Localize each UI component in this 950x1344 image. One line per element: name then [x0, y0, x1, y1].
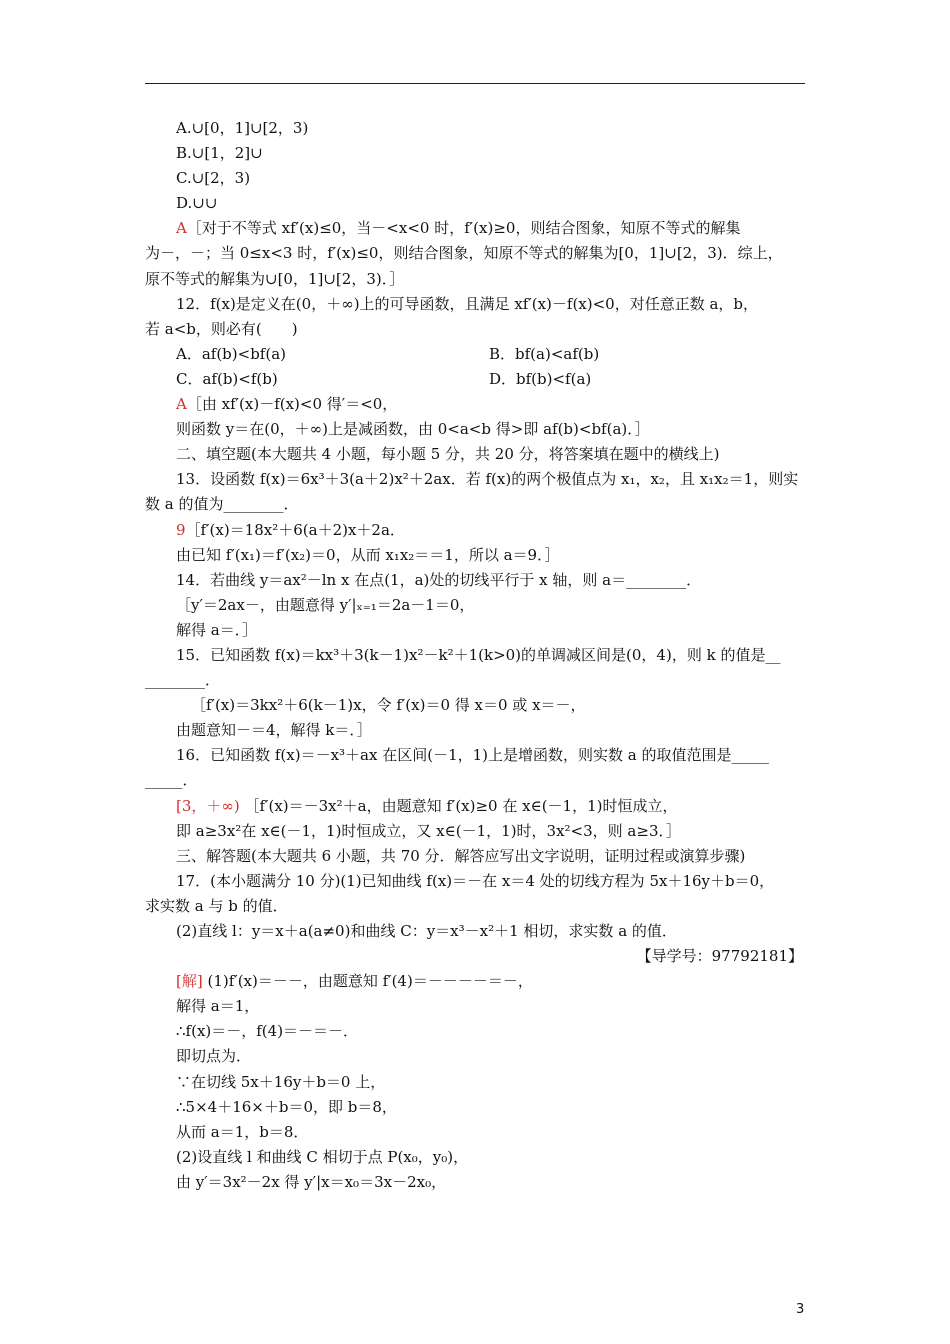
text-line	[145, 994, 807, 1019]
text-line	[145, 693, 807, 718]
text-line	[145, 593, 807, 618]
line-text: 为－，－；当 0≤x<3 时，f′(x)≤0，则结合图象，知原不等式的解集为[0，1]∪[2，3)．综上，	[145, 244, 783, 263]
text-line	[145, 819, 807, 844]
line-text: (1)f′(x)＝－－，由题意知 f′(4)＝－－－－＝－，	[202, 972, 533, 991]
line-text: 三、解答题(本大题共 6 小题，共 70 分．解答应写出文字说明，证明过程或演算步骤)	[176, 846, 746, 865]
line-text: C.∪[2，3)	[176, 169, 251, 188]
choice-option: D．bf(b)<f(a)	[489, 369, 592, 388]
line-text: 17．(本小题满分 10 分)(1)已知曲线 f(x)＝－在 x＝4 处的切线方程为 5x＋16y＋b＝0，	[176, 871, 775, 890]
text-line	[145, 317, 807, 342]
line-text: ∴f(x)＝－，f(4)＝－＝－．	[176, 1022, 359, 1041]
text-line	[145, 216, 807, 241]
line-text: 由 y′＝3x²－2x 得 y′|x＝x₀＝3x－2x₀，	[176, 1172, 447, 1191]
text-line	[145, 844, 807, 869]
answer-tag: [解]	[176, 972, 203, 991]
text-line	[145, 743, 807, 768]
line-text: 解得 a＝．］	[176, 620, 258, 639]
text-line	[145, 518, 807, 543]
line-text: 即切点为．	[176, 1047, 252, 1066]
line-text: 14．若曲线 y＝ax²－ln x 在点(1，a)处的切线平行于 x 轴，则 a＝________．	[176, 570, 702, 589]
text-line	[145, 492, 807, 517]
line-text: ［f′(x)＝3kx²＋6(k－1)x，令 f′(x)＝0 得 x＝0 或 x＝－，	[191, 696, 586, 715]
text-line	[145, 166, 807, 191]
line-text: 【导学号：97792181】	[636, 947, 803, 966]
text-line	[145, 768, 807, 793]
text-line	[145, 241, 807, 266]
line-text: 解得 a＝1，	[176, 997, 260, 1016]
line-text: 从而 a＝1，b＝8．	[176, 1122, 309, 1141]
line-text: 数 a 的值为________．	[145, 495, 299, 514]
answer-tag: A	[176, 395, 187, 414]
choice-option: C．af(b)<f(b)	[176, 369, 278, 388]
text-line	[145, 869, 807, 894]
text-line	[145, 568, 807, 593]
text-line	[145, 141, 807, 166]
answer-tag: 9	[176, 520, 186, 539]
line-text: 16．已知函数 f(x)＝－x³＋ax 在区间(－1，1)上是增函数，则实数 a 的取值范围是_____	[176, 746, 769, 765]
text-line	[145, 417, 807, 442]
text-line	[145, 292, 807, 317]
text-line	[145, 1044, 807, 1069]
page-number: 3	[796, 1302, 805, 1317]
line-text: A.∪[0，1]∪[2，3)	[176, 119, 309, 137]
text-line	[145, 1070, 807, 1095]
text-line	[145, 267, 807, 292]
line-text: 由题意知－＝4，解得 k＝．］	[176, 721, 372, 740]
line-text: 12．f(x)是定义在(0，＋∞)上的可导函数，且满足 xf′(x)－f(x)<0，对任意正数 a，b，	[176, 294, 759, 313]
choice-row	[145, 367, 807, 392]
text-line	[145, 1170, 807, 1195]
text-line	[145, 392, 807, 417]
answer-tag: A	[176, 219, 187, 238]
line-text: 求实数 a 与 b 的值．	[145, 896, 288, 915]
line-text: ________．	[145, 671, 221, 690]
text-line	[145, 718, 807, 743]
text-line	[145, 919, 807, 944]
line-text: 若 a<b，则必有( )	[145, 319, 298, 338]
text-line	[145, 1145, 807, 1170]
text-line	[145, 543, 807, 568]
line-text: ［f′(x)＝－3x²＋a，由题意知 f′(x)≥0 在 x∈(－1，1)时恒成立，	[239, 796, 678, 815]
choice-option: A．af(b)<bf(a)	[176, 344, 287, 363]
line-text: D.∪∪	[176, 194, 218, 213]
text-line	[145, 894, 807, 919]
answer-tag: [3，＋∞)	[176, 796, 240, 815]
line-text: 由已知 f′(x₁)＝f′(x₂)＝0，从而 x₁x₂＝＝1，所以 a＝9．］	[176, 545, 560, 564]
choice-row	[145, 342, 807, 367]
line-text: ∴5×4＋16×＋b＝0，即 b＝8，	[176, 1097, 397, 1116]
line-text: 二、填空题(本大题共 4 小题，每小题 5 分，共 20 分，将答案填在题中的横线上)	[176, 445, 720, 464]
text-line	[145, 116, 807, 141]
line-text: (2)设直线 l 和曲线 C 相切于点 P(x₀，y₀)，	[176, 1147, 469, 1166]
text-line	[145, 442, 807, 467]
line-text: 即 a≥3x²在 x∈(－1，1)时恒成立，又 x∈(－1，1)时，3x²<3，则 a≥3．］	[176, 821, 681, 840]
line-text: B.∪[1，2]∪	[176, 144, 263, 163]
text-line	[145, 1120, 807, 1145]
reference-number	[145, 944, 807, 969]
line-text: (2)直线 l：y＝x＋a(a≠0)和曲线 C：y＝x³－x²＋1 相切，求实数 a 的值．	[176, 922, 677, 940]
text-line	[145, 643, 807, 668]
text-line	[145, 1019, 807, 1044]
line-text: 15．已知函数 f(x)＝kx³＋3(k－1)x²－k²＋1(k>0)的单调减区间是(0，4)，则 k 的值是__	[176, 645, 781, 664]
text-line	[145, 467, 807, 492]
document-body	[145, 116, 807, 1195]
line-text: ［f′(x)＝18x²＋6(a＋2)x＋2a．	[185, 520, 405, 539]
line-text: 则函数 y＝在(0，＋∞)上是减函数，由 0<a<b 得>即 af(b)<bf(a)．］	[176, 420, 650, 439]
text-line	[145, 191, 807, 216]
text-line	[145, 969, 807, 994]
text-line	[145, 668, 807, 693]
line-text: ［由 xf′(x)－f(x)<0 得′＝<0，	[186, 395, 398, 414]
line-text: 13．设函数 f(x)＝6x³＋3(a＋2)x²＋2ax．若 f(x)的两个极值点为 x₁，x₂，且 x₁x₂＝1，则实	[176, 470, 799, 489]
line-text: ［y′＝2ax－，由题意得 y′|ₓ₌₁＝2a－1＝0，	[176, 595, 475, 614]
text-line	[145, 1095, 807, 1120]
text-line	[145, 794, 807, 819]
header-rule	[145, 83, 805, 84]
text-line	[145, 618, 807, 643]
line-text: ∵在切线 5x＋16y＋b＝0 上，	[176, 1072, 386, 1091]
line-text: ［对于不等式 xf′(x)≤0，当－<x<0 时，f′(x)≥0，则结合图象，知原不等式的解集	[186, 219, 741, 238]
line-text: _____．	[145, 771, 198, 790]
line-text: 原不等式的解集为∪[0，1]∪[2，3)．］	[145, 269, 405, 288]
choice-option: B．bf(a)<af(b)	[489, 344, 600, 363]
